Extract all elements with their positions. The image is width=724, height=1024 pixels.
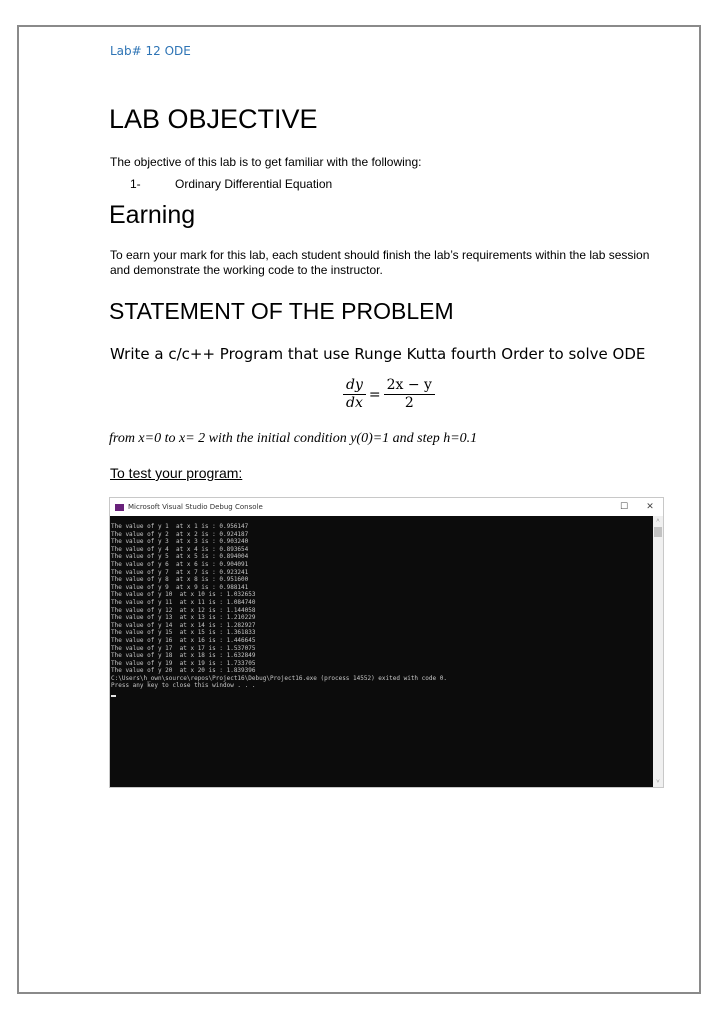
list-item-number: 1- — [130, 177, 141, 191]
console-line: The value of y 10 at x 10 is : 1.032653 — [111, 591, 256, 599]
initial-condition: from x=0 to x= 2 with the initial condition y(0)=1 and step h=0.1 — [109, 431, 478, 446]
visual-studio-icon — [115, 504, 124, 511]
scroll-thumb[interactable] — [654, 527, 662, 537]
console-line: The value of y 19 at x 19 is : 1.733705 — [111, 659, 256, 667]
console-line: C:\Users\h_own\source\repos\Project16\Debug\Project16.exe (process 14552) exited with code 0. — [111, 674, 447, 682]
list-item — [130, 177, 332, 191]
console-line: The value of y 7 at x 7 is : 0.923241 — [111, 568, 249, 576]
scroll-down-icon[interactable]: ˅ — [656, 778, 660, 785]
close-button[interactable]: ✕ — [646, 502, 654, 512]
console-window — [109, 497, 664, 788]
problem-statement: Write a c/c++ Program that use Runge Kutta fourth Order to solve ODE — [110, 345, 646, 363]
console-line: The value of y 11 at x 11 is : 1.084740 — [111, 598, 256, 606]
vertical-scrollbar[interactable] — [653, 516, 663, 787]
console-line: The value of y 3 at x 3 is : 0.903240 — [111, 538, 249, 546]
console-line: The value of y 18 at x 18 is : 1.632849 — [111, 652, 256, 660]
statement-heading: STATEMENT OF THE PROBLEM — [109, 298, 454, 324]
list-item-text: Ordinary Differential Equation — [175, 177, 333, 191]
console-line: The value of y 16 at x 16 is : 1.446645 — [111, 636, 256, 644]
console-line: The value of y 14 at x 14 is : 1.282927 — [111, 621, 256, 629]
text-cursor — [111, 695, 116, 697]
console-line: The value of y 6 at x 6 is : 0.904091 — [111, 560, 249, 568]
console-line: The value of y 8 at x 8 is : 0.951600 — [111, 576, 249, 584]
console-title: Microsoft Visual Studio Debug Console — [128, 503, 263, 511]
rhs-denominator: 2 — [404, 395, 414, 411]
lhs-denominator: dx — [346, 395, 363, 411]
console-line: The value of y 15 at x 15 is : 1.361833 — [111, 629, 256, 637]
objective-intro: The objective of this lab is to get familiar with the following: — [110, 155, 422, 169]
console-line: The value of y 9 at x 9 is : 0.988141 — [111, 583, 249, 591]
console-line: Press any key to close this window . . . — [111, 682, 256, 690]
console-line: The value of y 12 at x 12 is : 1.144058 — [111, 606, 256, 614]
ode-equation — [343, 377, 435, 412]
console-line: The value of y 17 at x 17 is : 1.537075 — [111, 644, 256, 652]
console-lines — [111, 523, 663, 690]
lhs-numerator: dy — [343, 377, 366, 395]
rhs-fraction — [384, 377, 435, 412]
scroll-up-icon[interactable]: ˄ — [656, 517, 660, 524]
page-header: Lab# 12 ODE — [110, 44, 191, 58]
maximize-button[interactable]: ☐ — [619, 502, 629, 512]
console-line: The value of y 4 at x 4 is : 0.893654 — [111, 545, 249, 553]
lhs-fraction — [343, 377, 366, 412]
test-label: To test your program: — [110, 465, 243, 481]
console-line: The value of y 2 at x 2 is : 0.924187 — [111, 530, 249, 538]
console-titlebar[interactable] — [110, 498, 663, 516]
console-line: The value of y 13 at x 13 is : 1.210229 — [111, 614, 256, 622]
console-line: The value of y 20 at x 20 is : 1.839396 — [111, 667, 256, 675]
objective-heading: LAB OBJECTIVE — [109, 104, 318, 134]
earning-text: To earn your mark for this lab, each student should finish the lab’s requirements within the lab session and demonstrate the working code to the instructor. — [110, 248, 650, 277]
rhs-numerator: 2x − y — [384, 377, 435, 395]
console-line: The value of y 1 at x 1 is : 0.956147 — [111, 523, 249, 530]
earning-heading: Earning — [109, 201, 196, 229]
console-line: The value of y 5 at x 5 is : 0.894004 — [111, 553, 249, 561]
console-output — [110, 516, 663, 787]
equals-sign: = — [368, 386, 381, 403]
